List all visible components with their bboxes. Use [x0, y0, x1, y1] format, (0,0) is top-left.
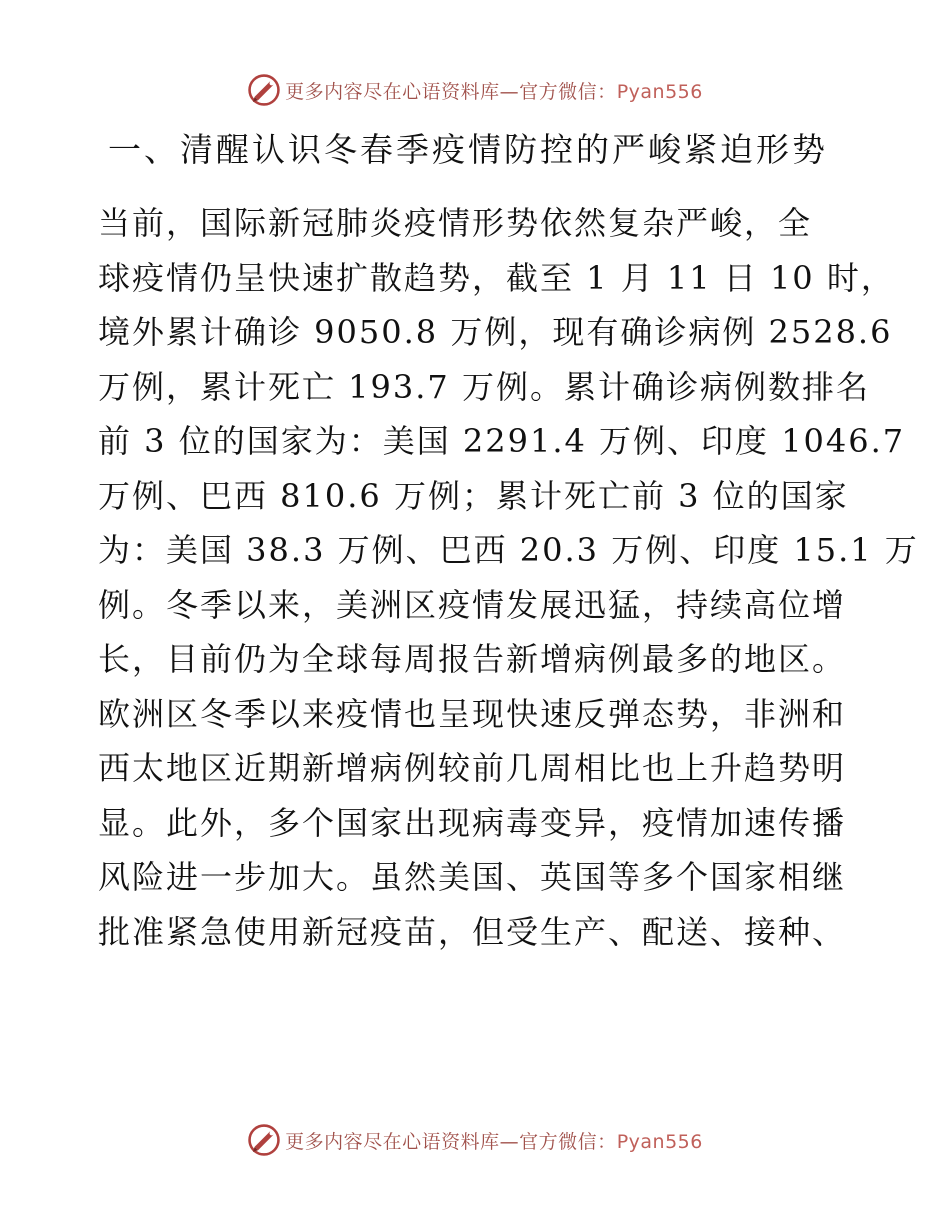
section-heading: 一、清醒认识冬春季疫情防控的严峻紧迫形势	[108, 130, 828, 169]
body-line: 万例、巴西 810.6 万例；累计死亡前 3 位的国家	[98, 476, 849, 515]
body-line: 风险进一步加大。虽然美国、英国等多个国家相继	[98, 858, 847, 896]
body-line: 显。此外，多个国家出现病毒变异，疫情加速传播	[98, 803, 847, 842]
body-line: 球疫情仍呈快速扩散趋势，截至 1 月 11 日 10 时，	[98, 258, 895, 297]
footer-banner	[0, 1120, 950, 1160]
body-paragraph	[98, 196, 919, 959]
pen-logo-icon	[247, 73, 281, 107]
header-banner	[0, 70, 950, 110]
body-line: 欧洲区冬季以来疫情也呈现快速反弹态势，非洲和	[98, 694, 847, 733]
body-line: 西太地区近期新增病例较前几周相比也上升趋势明	[98, 749, 847, 787]
body-line: 长，目前仍为全球每周报告新增病例最多的地区。	[98, 640, 847, 678]
body-line: 境外累计确诊 9050.8 万例，现有确诊病例 2528.6	[98, 313, 893, 351]
body-line: 为：美国 38.3 万例、巴西 20.3 万例、印度 15.1 万	[98, 531, 919, 569]
body-line: 批准紧急使用新冠疫苗，但受生产、配送、接种、	[98, 912, 847, 951]
body-line: 前 3 位的国家为：美国 2291.4 万例、印度 1046.7	[98, 422, 906, 460]
banner-text: 更多内容尽在心语资料库—官方微信：Pyan556	[285, 80, 703, 103]
banner-text: 更多内容尽在心语资料库—官方微信：Pyan556	[285, 1130, 703, 1153]
body-line: 万例，累计死亡 193.7 万例。累计确诊病例数排名	[98, 367, 870, 406]
body-line: 例。冬季以来，美洲区疫情发展迅猛，持续高位增	[98, 585, 847, 624]
body-line: 当前，国际新冠肺炎疫情形势依然复杂严峻，全	[98, 204, 813, 242]
pen-logo-icon	[247, 1123, 281, 1157]
